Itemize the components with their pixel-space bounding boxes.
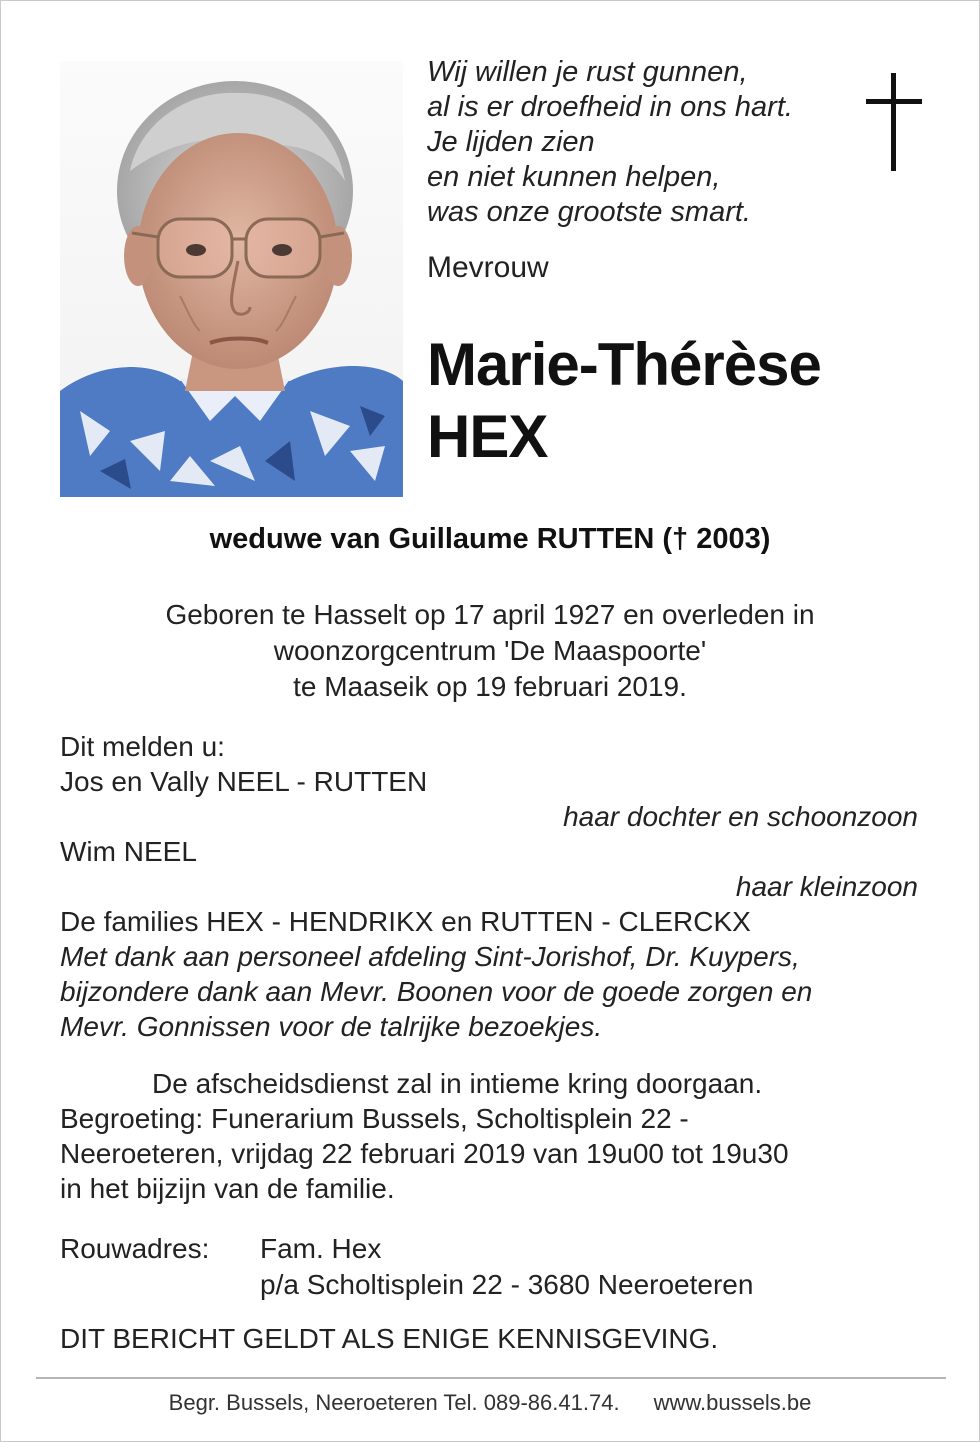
widow-line: weduwe van Guillaume RUTTEN († 2003) (209, 523, 771, 555)
family-member-relation: haar dochter en schoonzoon (563, 801, 918, 832)
address-label: Rouwadres: (60, 1233, 210, 1264)
poem (427, 55, 847, 230)
first-name: Marie-Thérèse (427, 331, 821, 398)
footer (1, 1390, 979, 1416)
deceased-name (427, 329, 821, 473)
service-line: Neeroeteren, vrijdag 22 februari 2019 van 19u00 tot 19u30 (60, 1138, 789, 1169)
service-line: in het bijzijn van de familie. (60, 1173, 395, 1204)
footer-company: Begr. Bussels, Neeroeteren Tel. 089-86.41.74. (168, 1390, 620, 1415)
notice: DIT BERICHT GELDT ALS ENIGE KENNISGEVING. (60, 1323, 719, 1354)
birth-death-info (1, 597, 979, 705)
poem-line: en niet kunnen helpen, (427, 161, 721, 193)
poem-line: was onze grootste smart. (427, 196, 751, 228)
birth-death-line: woonzorgcentrum 'De Maaspoorte' (273, 635, 707, 666)
family-member-relation: haar kleinzoon (735, 871, 918, 902)
thanks-line: Met dank aan personeel afdeling Sint-Jorishof, Dr. Kuypers, (60, 941, 800, 972)
honorific: Mevrouw (427, 251, 549, 284)
family-intro: Dit melden u: (60, 731, 225, 762)
poem-line: al is er droefheid in ons hart. (427, 91, 793, 123)
footer-website[interactable]: www.bussels.be (653, 1390, 812, 1415)
family-member-name: Jos en Vally NEEL - RUTTEN (60, 766, 428, 797)
portrait-photo (60, 61, 403, 497)
poem-line: Je lijden zien (427, 126, 595, 158)
thanks-line: Mevr. Gonnissen voor de talrijke bezoekjes. (60, 1011, 603, 1042)
service-line: De afscheidsdienst zal in intieme kring doorgaan. (152, 1068, 763, 1099)
address-line-1: Fam. Hex (260, 1233, 382, 1264)
address-line-2: p/a Scholtisplein 22 - 3680 Neeroeteren (260, 1269, 754, 1300)
cross-icon (863, 73, 925, 173)
service-info (60, 1066, 918, 1206)
birth-death-line: te Maaseik op 19 februari 2019. (293, 671, 687, 702)
family-announcement (60, 729, 918, 1044)
divider (36, 1377, 946, 1379)
last-name: HEX (427, 403, 548, 470)
birth-death-line: Geboren te Hasselt op 17 april 1927 en overleden in (165, 599, 815, 630)
family-member-name: Wim NEEL (60, 836, 197, 867)
families-line: De families HEX - HENDRIKX en RUTTEN - CLERCKX (60, 906, 751, 937)
service-line: Begroeting: Funerarium Bussels, Scholtisplein 22 - (60, 1103, 689, 1134)
thanks-line: bijzondere dank aan Mevr. Boonen voor de goede zorgen en (60, 976, 813, 1007)
poem-line: Wij willen je rust gunnen, (427, 56, 748, 88)
